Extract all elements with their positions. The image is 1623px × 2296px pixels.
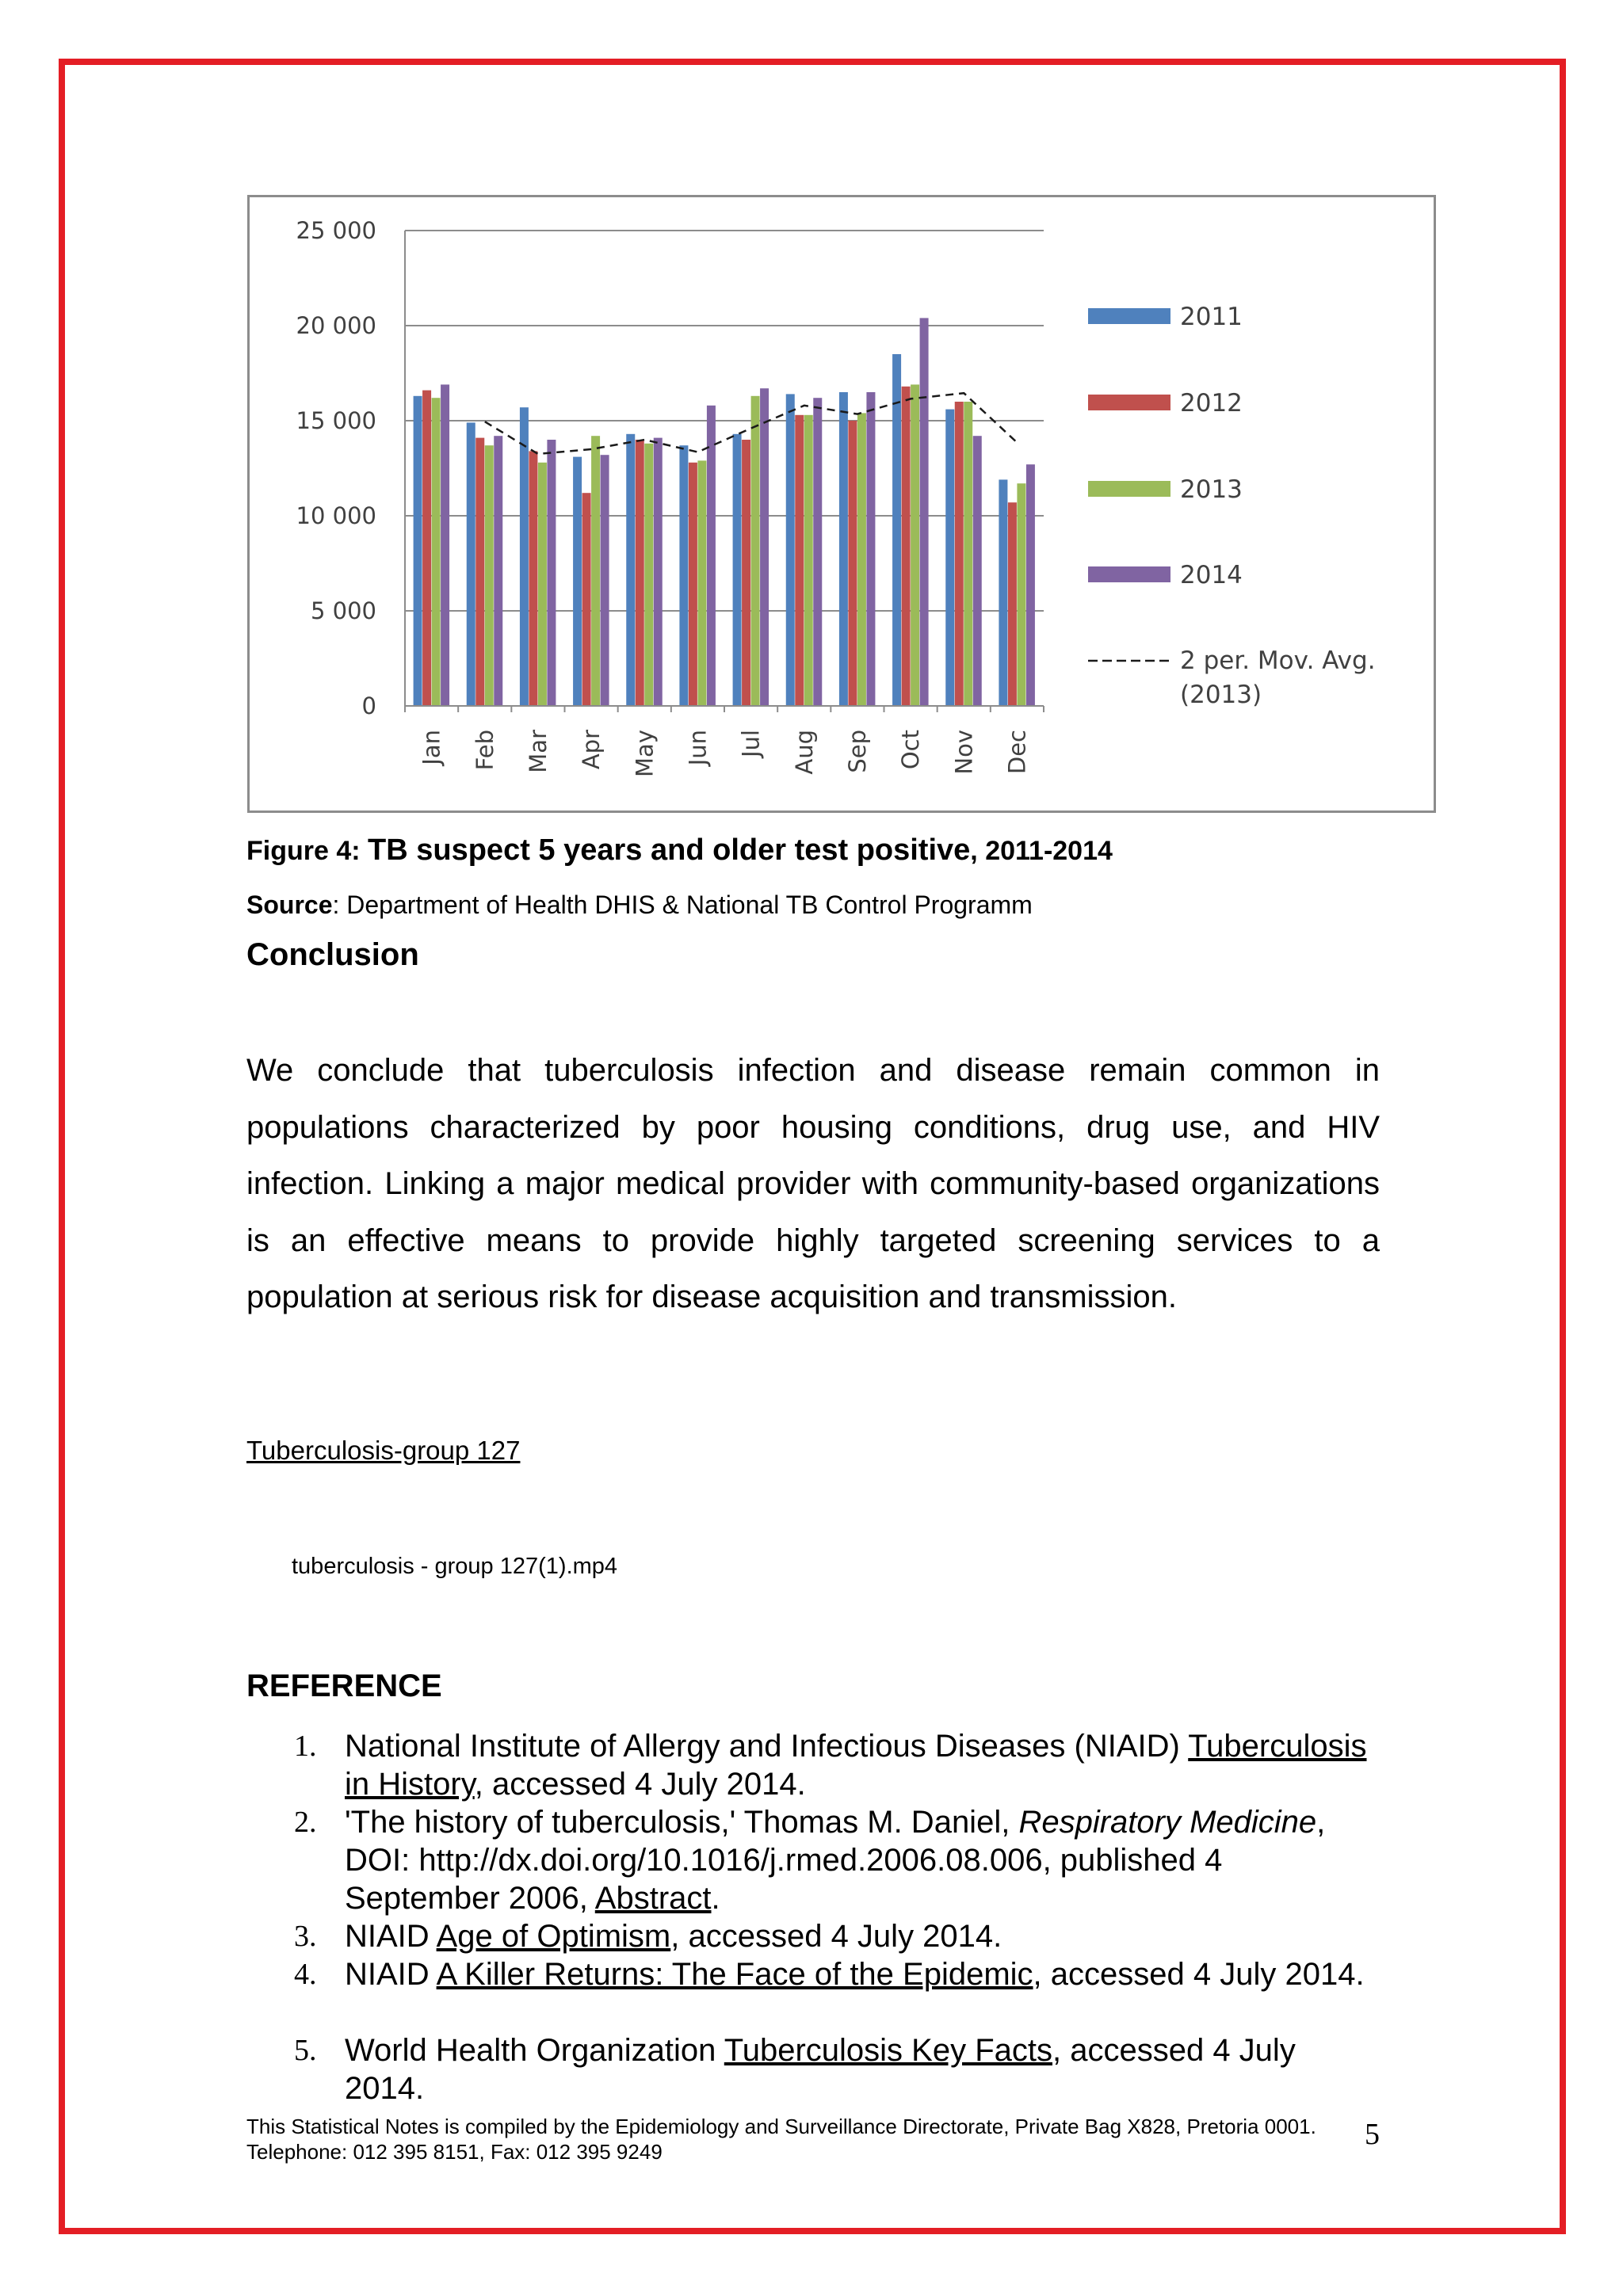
reference-text: World Health Organization (345, 2033, 724, 2068)
bar-2014-oct (920, 318, 929, 706)
reference-text: , accessed 4 July 2014. (1033, 1957, 1365, 1992)
x-tick-label: Jun (684, 730, 712, 766)
bar-2011-feb (467, 422, 475, 706)
bar-2013-nov (964, 402, 972, 706)
bar-2011-jun (679, 445, 688, 706)
bar-2011-sep (839, 392, 848, 706)
reference-number: 2. (294, 1806, 317, 1839)
bar-2013-aug (804, 415, 813, 706)
legend-swatch-2013 (1088, 481, 1170, 497)
x-tick-label: Aug (790, 730, 818, 775)
bar-2012-jan (422, 391, 431, 706)
bar-2013-jan (432, 398, 441, 706)
reference-text: NIAID (345, 1957, 437, 1992)
bar-2014-apr (601, 455, 609, 706)
bar-2011-nov (945, 410, 954, 706)
reference-text: , accessed 4 July 2014. (670, 1919, 1002, 1954)
reference-link[interactable]: Tuberculosis Key Facts (724, 2033, 1052, 2068)
reference-text: 'The history of tuberculosis,' Thomas M. Daniel, (345, 1805, 1019, 1840)
conclusion-paragraph: We conclude that tuberculosis infection and disease remain common in populations characterized by poor housing conditions, drug use, and HIV infection. Linking a major medical provider with community-based organizations is an effective means to provide highly targeted screening services to a population at serious risk for disease acquisition and transmission. (246, 1053, 1380, 1314)
legend-swatch-2012 (1088, 395, 1170, 410)
reference-item (294, 1727, 1375, 1803)
bar-2014-jul (760, 388, 769, 706)
y-tick-label: 20 000 (296, 312, 376, 339)
bar-2012-apr (582, 493, 591, 706)
bar-2012-oct (902, 387, 911, 706)
legend-label-2013: 2013 (1180, 475, 1243, 504)
legend-label-moving-average-year: (2013) (1180, 681, 1262, 709)
bar-2012-mar (529, 451, 537, 706)
bar-2011-apr (573, 457, 582, 706)
legend-label-2011: 2011 (1180, 303, 1243, 331)
reference-link[interactable]: Abstract (594, 1881, 712, 1916)
legend-swatch-2014 (1088, 566, 1170, 582)
group-link[interactable]: Tuberculosis-group 127 (246, 1436, 521, 1465)
bar-2013-jun (697, 460, 706, 706)
reference-heading: REFERENCE (246, 1669, 442, 1703)
bar-chart (247, 195, 1436, 813)
bar-2013-oct (911, 384, 919, 706)
reference-item (294, 1803, 1375, 1917)
bar-2014-aug (813, 398, 822, 706)
reference-number: 3. (294, 1920, 317, 1953)
reference-item (294, 1917, 1375, 1955)
reference-link[interactable]: Age of Optimism (436, 1919, 671, 1954)
journal-name: Respiratory Medicine (1018, 1805, 1317, 1840)
reference-text: , DOI: http://dx.doi.org/10.1016/j.rmed.2006.08.006, published 4 September 2006, (345, 1805, 1326, 1916)
legend-swatch-2011 (1088, 308, 1170, 324)
bar-2014-feb (494, 436, 502, 706)
x-tick-label: Jan (418, 730, 445, 765)
x-tick-label: May (631, 730, 659, 777)
bar-2011-may (626, 434, 635, 706)
reference-text: . (711, 1881, 720, 1916)
y-tick-label: 0 (361, 692, 376, 719)
bar-2012-aug (795, 415, 804, 706)
bar-2013-sep (857, 413, 866, 706)
bar-2012-may (636, 440, 644, 706)
page-number: 5 (1365, 2118, 1380, 2151)
legend-label-2014: 2014 (1180, 561, 1243, 589)
reference-link[interactable]: A Killer Returns: The Face of the Epidemic (436, 1957, 1033, 1992)
y-tick-label: 25 000 (296, 217, 376, 244)
reference-number: 1. (294, 1730, 317, 1763)
x-tick-label: Mar (524, 730, 552, 773)
bar-2013-feb (485, 445, 494, 706)
bar-2011-jan (414, 396, 422, 706)
source-label: Source (246, 891, 333, 919)
x-tick-label: Feb (471, 730, 498, 771)
reference-text: NIAID (345, 1919, 437, 1954)
bar-2012-dec (1008, 502, 1017, 706)
bar-2012-jul (742, 440, 750, 706)
x-tick-label: Dec (1003, 730, 1031, 775)
y-tick-label: 15 000 (296, 407, 376, 434)
y-tick-label: 5 000 (310, 597, 376, 624)
bar-2013-apr (591, 436, 600, 706)
bar-2014-jun (707, 406, 716, 706)
reference-text: , accessed 4 July 2014. (474, 1767, 806, 1802)
reference-link[interactable]: Tuberculosis in History (345, 1729, 1367, 1802)
bar-2014-may (654, 438, 663, 706)
reference-number: 4. (294, 1958, 317, 1991)
bar-2013-jul (751, 396, 760, 706)
bar-2011-mar (520, 407, 529, 706)
caption-title: TB suspect 5 years and older test positive (368, 833, 971, 867)
bar-2012-feb (475, 438, 484, 706)
reference-text: National Institute of Allergy and Infectious Diseases (NIAID) (345, 1729, 1189, 1764)
reference-item (294, 1955, 1375, 1993)
x-tick-label: Jul (737, 730, 765, 757)
x-tick-label: Oct (897, 730, 925, 770)
reference-item (294, 2031, 1375, 2107)
bar-2012-nov (955, 402, 964, 706)
y-tick-label: 10 000 (296, 502, 376, 529)
bar-2014-dec (1026, 464, 1035, 706)
bar-2014-mar (547, 440, 556, 706)
x-tick-label: Apr (578, 730, 605, 770)
video-attachment[interactable]: tuberculosis - group 127(1).mp4 (292, 1554, 618, 1579)
caption-suffix: , 2011-2014 (970, 836, 1113, 866)
bar-2011-jul (733, 434, 742, 706)
bar-2012-sep (848, 421, 857, 706)
bar-2014-jan (441, 384, 449, 706)
figure-caption (246, 833, 1113, 868)
legend-label-2012: 2012 (1180, 389, 1243, 418)
conclusion-heading: Conclusion (246, 937, 419, 972)
caption-prefix: Figure 4: (246, 836, 369, 866)
bar-2012-jun (689, 463, 697, 706)
figure-source (246, 891, 1033, 920)
bar-2011-aug (786, 394, 795, 706)
bar-2013-mar (538, 463, 547, 706)
x-tick-label: Sep (843, 730, 871, 773)
bar-2011-dec (999, 479, 1007, 706)
reference-number: 5. (294, 2034, 317, 2067)
bar-2014-sep (866, 392, 875, 706)
bar-2014-nov (973, 436, 982, 706)
bar-2013-dec (1017, 483, 1025, 706)
reference-text: , accessed 4 July 2014. (345, 2033, 1296, 2106)
x-tick-label: Nov (950, 730, 978, 775)
footer-note: This Statistical Notes is compiled by the Epidemiology and Surveillance Directorate, Private Bag X828, Pretoria 0001. Telephone: 012 395 8151, Fax: 012 395 9249 (246, 2115, 1316, 2164)
chart-svg (250, 197, 1434, 810)
source-text: : Department of Health DHIS & National TB Control Programm (332, 891, 1033, 919)
bar-2013-may (644, 444, 653, 706)
legend-label-moving-average: 2 per. Mov. Avg. (1180, 646, 1376, 675)
bar-2011-oct (892, 354, 901, 706)
